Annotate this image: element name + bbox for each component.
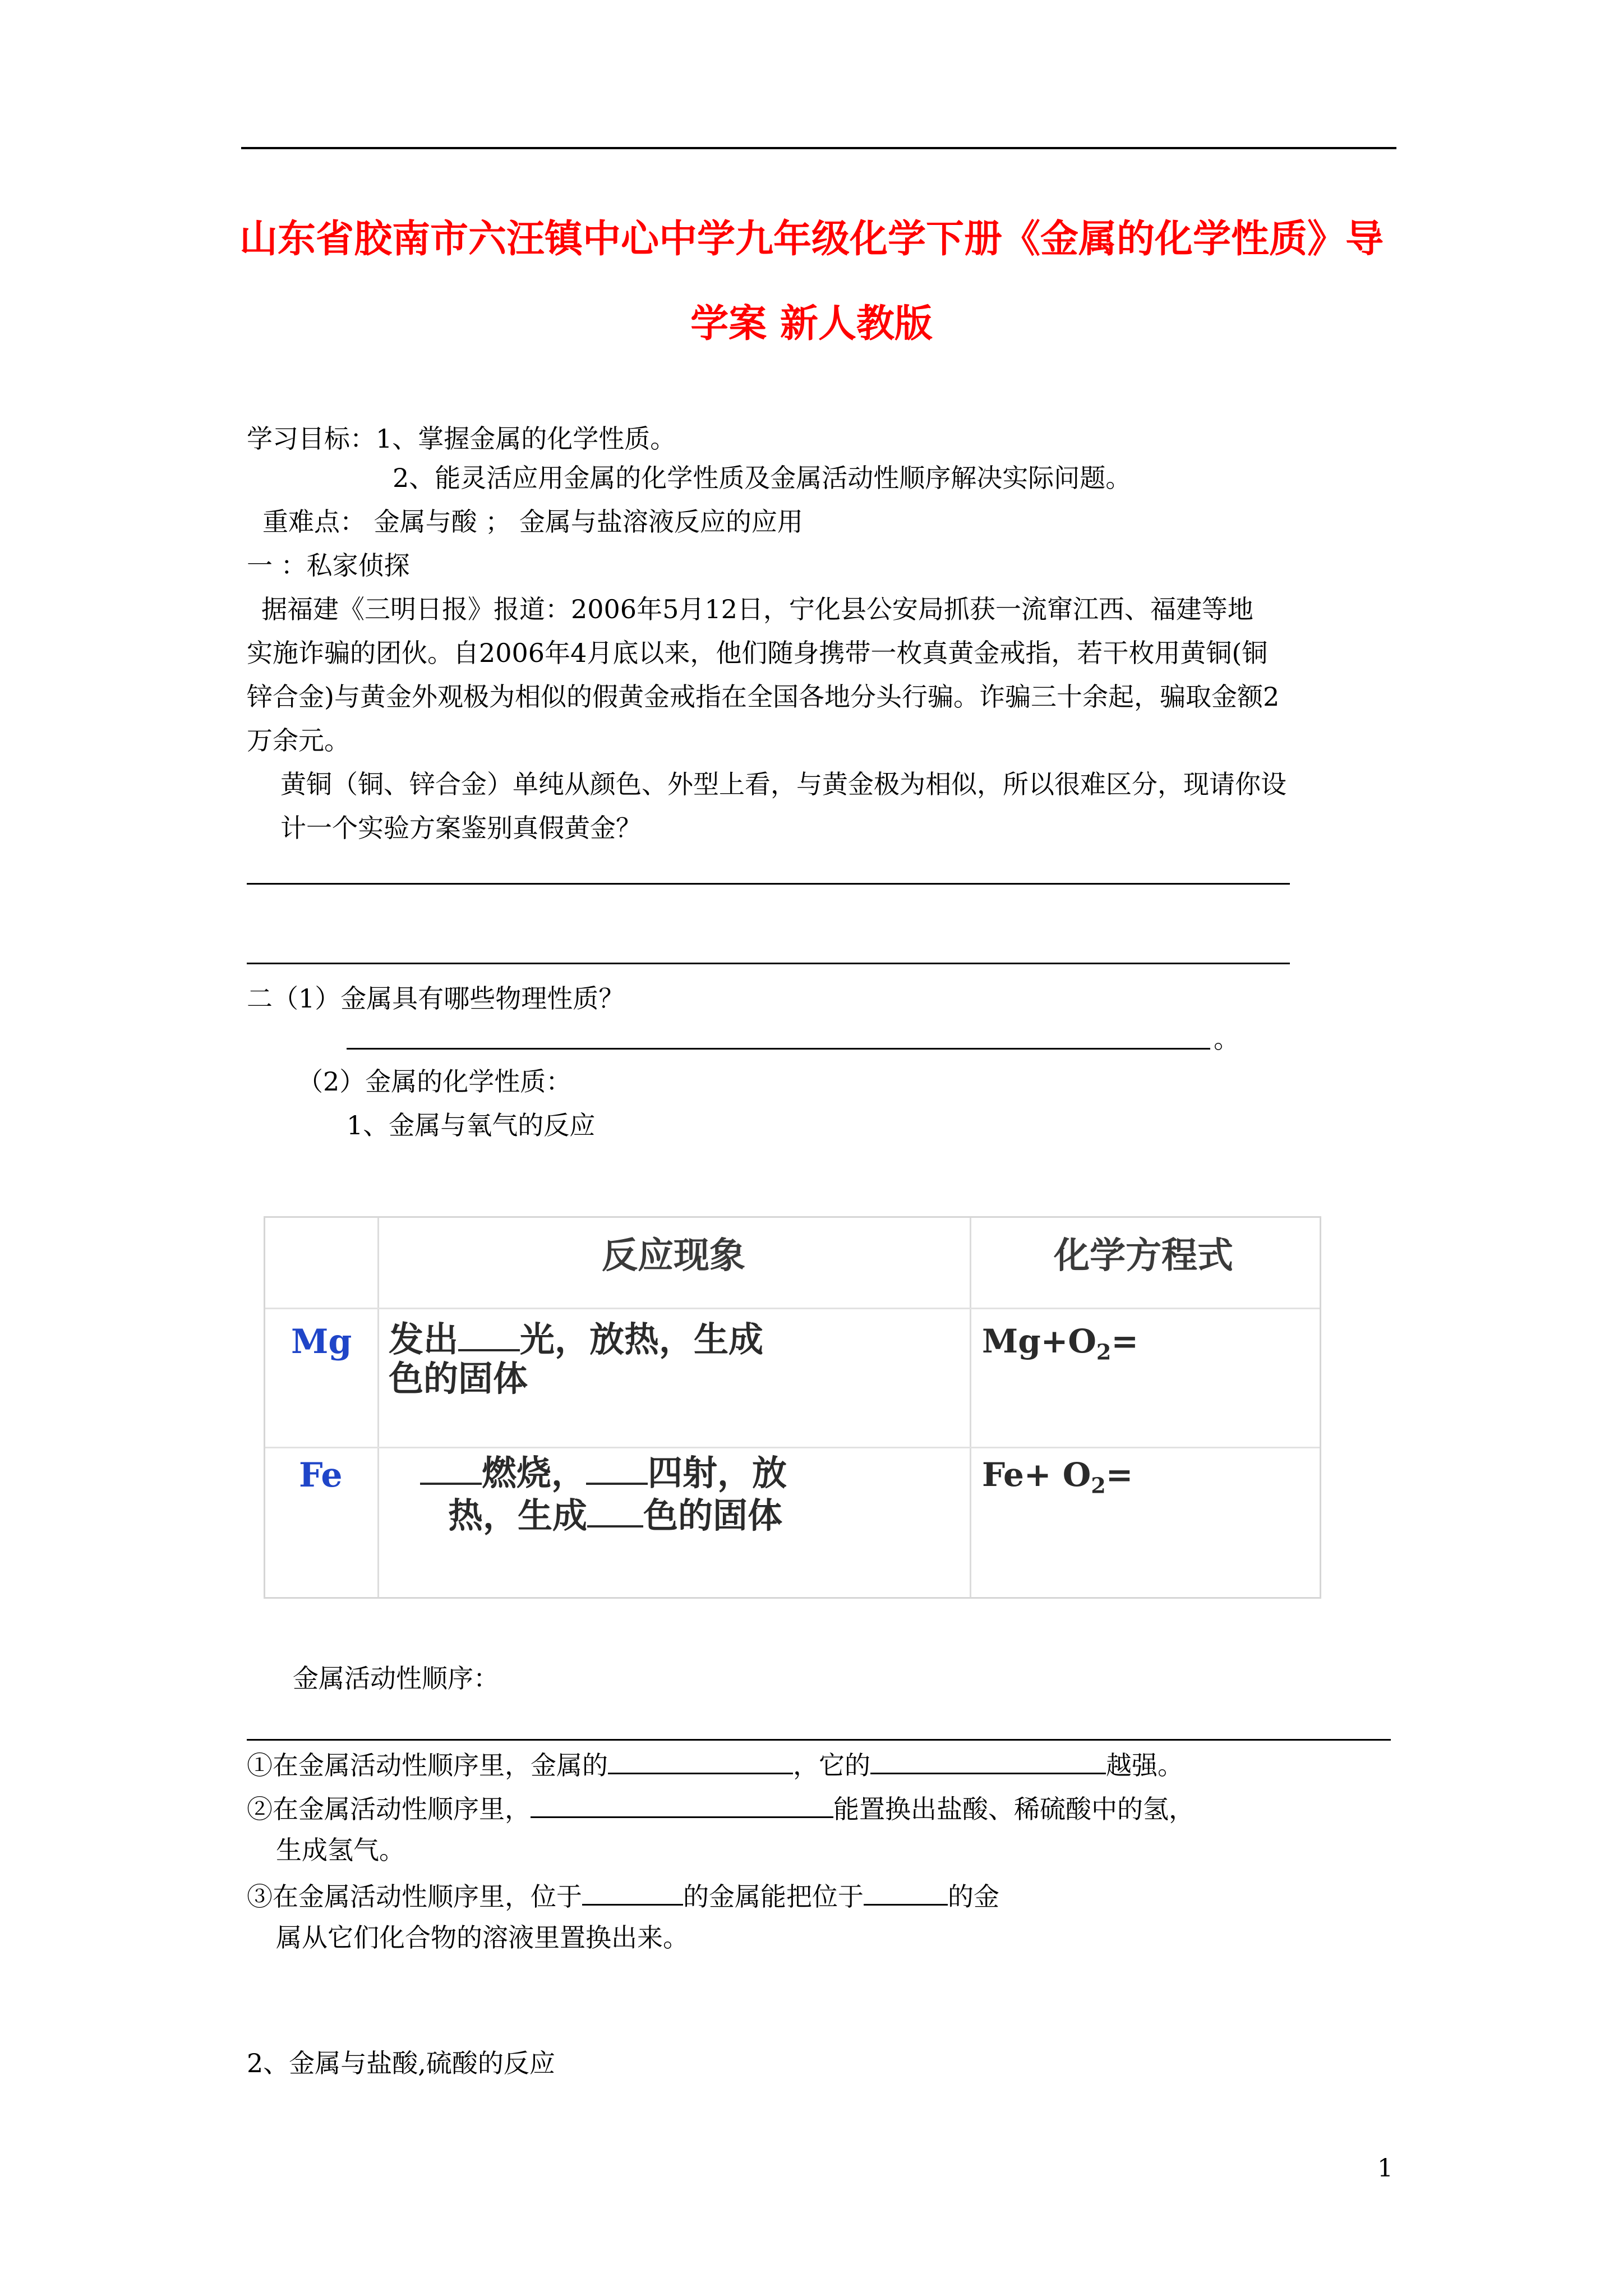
fe-equation xyxy=(982,1456,1133,1498)
rule1-text-c: 越强。 xyxy=(1106,1750,1183,1780)
activity-series-answer-line[interactable] xyxy=(247,1739,1391,1741)
section1-paragraph-line: 万余元。 xyxy=(247,725,350,756)
mg-light-blank[interactable] xyxy=(458,1317,520,1351)
table-divider xyxy=(265,1447,1320,1448)
activity-series-heading: 金属活动性顺序： xyxy=(293,1663,499,1694)
fe-equation-subscript: 2 xyxy=(1091,1473,1106,1498)
rule3-blank-1[interactable] xyxy=(582,1877,683,1906)
mg-equation-subscript: 2 xyxy=(1096,1339,1112,1365)
key-points: 重难点： 金属与酸 ； 金属与盐溶液反应的应用 xyxy=(262,507,803,537)
fe-phenomenon-c: 热，生成 xyxy=(448,1495,588,1536)
fe-phenomenon-line2 xyxy=(448,1493,782,1536)
activity-rule-3-cont: 属从它们化合物的溶液里置换出来。 xyxy=(276,1922,689,1953)
physical-properties-answer-line[interactable] xyxy=(347,1048,1210,1050)
fe-phenomenon-a: 燃烧， xyxy=(482,1452,587,1493)
activity-rule-1 xyxy=(247,1746,1183,1782)
header-phenomenon: 反应现象 xyxy=(602,1235,745,1277)
rule3-text-b: 的金属能把位于 xyxy=(683,1881,864,1912)
fe-color-blank[interactable] xyxy=(587,1493,643,1527)
section1-question-line: 黄铜（铜、锌合金）单纯从颜色、外型上看，与黄金极为相似，所以很难区分，现请你设 xyxy=(280,769,1287,799)
fe-phenomenon-line1 xyxy=(420,1450,787,1494)
rule3-blank-2[interactable] xyxy=(864,1877,948,1906)
page-number: 1 xyxy=(1377,2154,1393,2183)
reaction-table xyxy=(264,1216,1321,1599)
section1-question-line: 计一个实验方案鉴别真假黄金？ xyxy=(280,813,642,843)
section1-heading: 一 ：私家侦探 xyxy=(247,550,410,581)
fe-burn-blank[interactable] xyxy=(420,1450,482,1485)
metal-mg: Mg xyxy=(291,1322,352,1361)
mg-phenomenon-a: 发出 xyxy=(389,1319,459,1360)
mg-phenomenon-b: 光，放热，生成 xyxy=(520,1319,764,1360)
header-rule xyxy=(241,147,1396,149)
answer-line-period: 。 xyxy=(1214,1024,1239,1054)
fe-spark-blank[interactable] xyxy=(586,1450,648,1485)
rule3-text-c: 的金 xyxy=(948,1881,999,1912)
page-title-line2: 学案 新人教版 xyxy=(690,302,933,346)
rule1-blank-2[interactable] xyxy=(870,1746,1106,1774)
fe-equation-text: Fe+ O xyxy=(982,1456,1091,1494)
fe-phenomenon-b: 四射，放 xyxy=(648,1452,787,1493)
acid-reaction-heading: 2、金属与盐酸,硫酸的反应 xyxy=(247,2048,555,2078)
table-divider xyxy=(265,1308,1320,1309)
section1-paragraph-line: 据福建《三明日报》报道：2006年5月12日，宁化县公安局抓获一流窜江西、福建等地 xyxy=(261,594,1253,624)
objectives-item-2: 2、能灵活应用金属的化学性质及金属活动性顺序解决实际问题。 xyxy=(393,463,1132,493)
activity-rule-3 xyxy=(247,1877,999,1913)
mg-equation-text: Mg+O xyxy=(982,1322,1096,1360)
activity-rule-2-cont: 生成氢气。 xyxy=(276,1835,405,1865)
fe-phenomenon-d: 色的固体 xyxy=(643,1495,783,1536)
answer-line[interactable] xyxy=(247,883,1290,885)
activity-rule-2 xyxy=(247,1789,1195,1826)
chemical-properties-heading: （2）金属的化学性质： xyxy=(297,1066,572,1097)
mg-equation-equals: = xyxy=(1111,1322,1138,1360)
mg-phenomenon-line2: 色的固体 xyxy=(389,1358,528,1399)
section1-paragraph-line: 实施诈骗的团伙。自2006年4月底以来，他们随身携带一枚真黄金戒指，若干枚用黄铜(铜 xyxy=(247,638,1268,668)
objectives-label: 学习目标：1、掌握金属的化学性质。 xyxy=(247,424,676,454)
answer-line[interactable] xyxy=(247,963,1290,964)
header-equation: 化学方程式 xyxy=(1054,1235,1233,1277)
rule1-text-a: ①在金属活动性顺序里，金属的 xyxy=(247,1750,608,1780)
rule1-text-b: ，它的 xyxy=(793,1750,870,1780)
mg-equation xyxy=(982,1322,1138,1365)
section1-paragraph-line: 锌合金)与黄金外观极为相似的假黄金戒指在全国各地分头行骗。诈骗三十余起，骗取金额2 xyxy=(247,682,1280,712)
rule2-text-a: ②在金属活动性顺序里， xyxy=(247,1794,531,1824)
rule1-blank-1[interactable] xyxy=(608,1746,793,1774)
physical-properties-question: 二（1）金属具有哪些物理性质？ xyxy=(247,983,625,1014)
metal-fe: Fe xyxy=(299,1456,343,1495)
fe-equation-equals: = xyxy=(1105,1456,1133,1494)
rule2-text-b: 能置换出盐酸、稀硫酸中的氢， xyxy=(833,1794,1195,1824)
page-title-line1: 山东省胶南市六汪镇中心中学九年级化学下册《金属的化学性质》导 xyxy=(239,217,1384,261)
mg-phenomenon-line1 xyxy=(389,1317,763,1360)
rule3-text-a: ③在金属活动性顺序里，位于 xyxy=(247,1881,582,1912)
rule2-blank[interactable] xyxy=(531,1789,833,1818)
oxygen-reaction-heading: 1、金属与氧气的反应 xyxy=(347,1110,596,1140)
